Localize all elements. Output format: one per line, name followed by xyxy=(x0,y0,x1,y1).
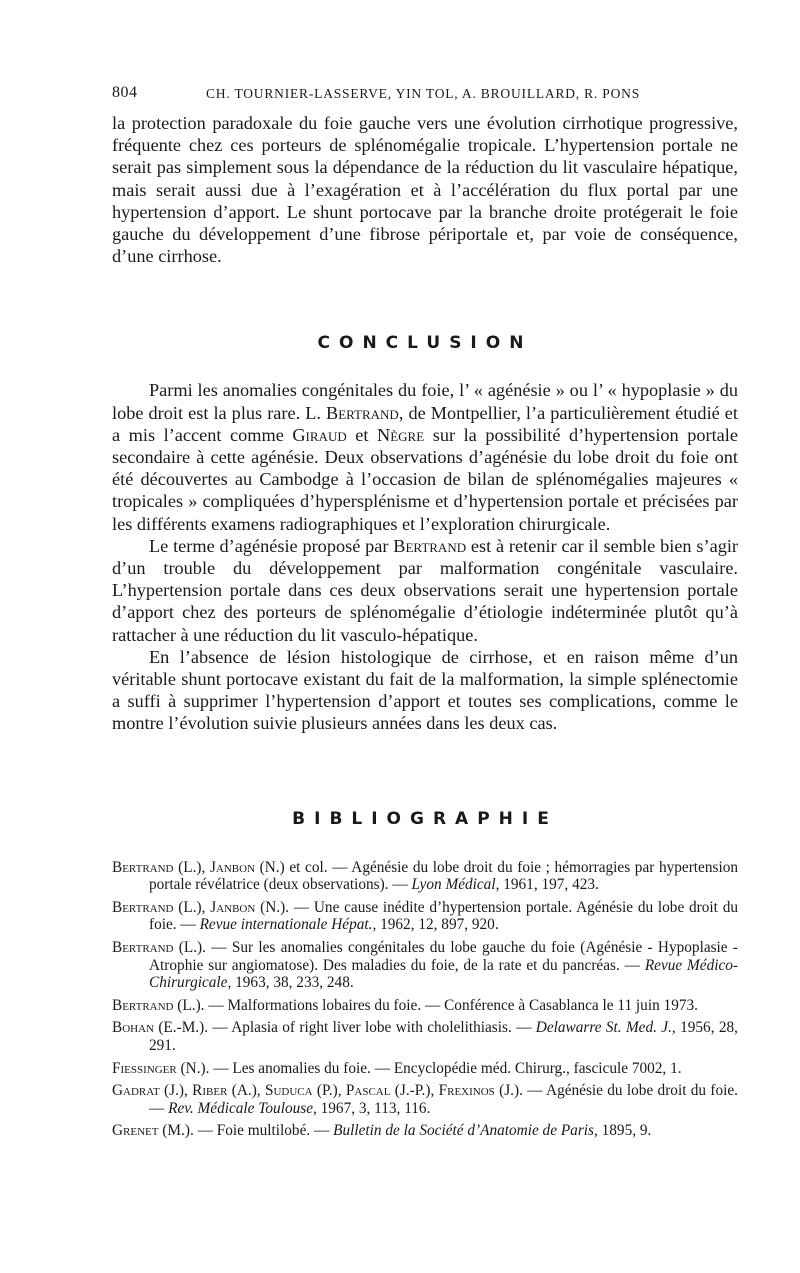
author-name: Nègre xyxy=(377,424,425,445)
page-number: 804 xyxy=(112,84,138,101)
reference-text: . — Malformations lobaires du foie. — Conférence à Casablanca le 11 juin 1973. xyxy=(200,996,698,1014)
reference-details: 1967, 3, 113, 116. xyxy=(316,1099,431,1117)
reference-journal: Delawarre St. Med. J., xyxy=(535,1019,676,1037)
text-run: Le terme d’agénésie proposé par xyxy=(149,535,394,556)
reference-authors: Grenet (M.) xyxy=(112,1122,190,1140)
text-run: et xyxy=(346,424,378,445)
reference-text: . — Foie multilobé. — xyxy=(189,1122,334,1140)
text-run: , de Montpellier, l’a particulièrement étudié et a mis l’accent comme xyxy=(112,402,738,445)
conclusion-paragraph-2 xyxy=(112,535,738,646)
reference-authors: Bertrand (L.), Janbon (N.) xyxy=(112,858,285,876)
reference-journal: Bulletin de la Société d’Anatomie de Paris, xyxy=(333,1122,598,1140)
reference-text: et col. — Agénésie du lobe droit du foie ; hémorragies par hypertension portale révélatrice (deux observations). — xyxy=(149,858,738,894)
reference-text: . — Les anomalies du foie. — Encyclopédie méd. Chirurg., fascicule 7002, 1. xyxy=(205,1059,682,1077)
bibliography-entry xyxy=(112,997,738,1015)
conclusion-paragraph-1 xyxy=(112,379,738,534)
bibliography-entry xyxy=(112,859,738,894)
page xyxy=(112,84,738,1145)
reference-journal: Revue Médico-Chirurgicale, xyxy=(149,956,738,992)
conclusion-title: CONCLUSION xyxy=(317,333,533,354)
bibliography-entry xyxy=(112,1082,738,1117)
reference-authors: Fiessinger (N.) xyxy=(112,1059,206,1077)
text-run: Parmi les anomalies congénitales du foie, l’ « agénésie » ou l’ « hypoplasie » du lobe droit est la plus rare. L. xyxy=(112,380,738,423)
bibliography-entry xyxy=(112,939,738,992)
reference-details: 1963, 38, 233, 248. xyxy=(231,974,354,992)
bibliography-entry xyxy=(112,1019,738,1054)
reference-details: 1962, 12, 897, 920. xyxy=(376,916,499,934)
text-run: est à retenir car il semble bien s’agir d’un trouble du développement par malformation congénitale vasculaire. L’hypertension portale dans ces deux observations serait une hypertension portale d’apport chez des porteurs de splénomégalie d’étiologie indéterminée plutôt qu’à rattacher à une réduction du lit vasculo-hépatique. xyxy=(112,535,738,645)
bibliography-list xyxy=(112,859,738,1140)
bibliography-title: BIBLIOGRAPHIE xyxy=(292,808,558,829)
intro-text xyxy=(112,112,738,267)
reference-text: . — Agénésie du lobe droit du foie. — xyxy=(149,1082,739,1117)
reference-details: 1956, 28, 291. xyxy=(149,1019,738,1055)
author-name: Giraud xyxy=(292,424,347,445)
reference-authors: Gadrat (J.), Riber (A.), Suduca (P.), Pascal (J.-P.), Frexinos (J.) xyxy=(112,1082,520,1100)
reference-details: 1895, 9. xyxy=(597,1122,652,1140)
author-name: Bertrand xyxy=(326,402,399,423)
reference-journal: Rev. Médicale Toulouse, xyxy=(168,1099,317,1117)
running-head-authors: CH. TOURNIER-LASSERVE, YIN TOL, A. BROUILLARD, R. PONS xyxy=(206,86,641,101)
bibliography-entry xyxy=(112,899,738,934)
reference-text: . — Aplasia of right liver lobe with cholelithiasis. — xyxy=(204,1019,536,1037)
reference-details: 1961, 197, 423. xyxy=(499,876,599,894)
text-run: sur la possibilité d’hypertension portale secondaire à cette agénésie. Deux observations d’agénésie du lobe droit du foie ont été découvertes au Cambodge à l’occasion de bilan de splénomégalies majeures « tropicales » compliquées d’hypersplénisme et d’hypertension portale et précisées par les différents examens radiographiques et l’exploration chirurgicale. xyxy=(112,424,738,534)
reference-journal: Lyon Médical, xyxy=(411,876,500,894)
reference-text: . — Sur les anomalies congénitales du lobe gauche du foie (Agénésie - Hypoplasie - Atrophie sur angiomatose). Des maladies du foie, de la rate et du pancréas. — xyxy=(149,939,738,974)
reference-journal: Revue internationale Hépat., xyxy=(199,916,377,934)
reference-authors: Bertrand (L.) xyxy=(112,996,201,1014)
running-head xyxy=(112,84,738,112)
bibliography-entry xyxy=(112,1060,738,1078)
author-name: Bertrand xyxy=(393,535,467,556)
reference-authors: Bertrand (L.), Janbon (N.) xyxy=(112,898,286,916)
reference-text: . — Une cause inédite d’hypertension portale. Agénésie du lobe droit du foie. — xyxy=(149,898,739,934)
intro-paragraph: la protection paradoxale du foie gauche vers une évolution cirrhotique progressive, fréquente chez ces porteurs de splénomégalie tropicale. L’hypertension portale ne serait pas simplement sous la dépendance de la réduction du lit vasculaire hépatique, mais serait aussi due à l’exagération et à l’accélération du flux portal par une hypertension d’apport. Le shunt portocave par la branche droite protégerait le foie gauche du développement d’une fibrose périportale et, par voie de conséquence, d’une cirrhose. xyxy=(112,113,738,267)
reference-authors: Bertrand (L.) xyxy=(112,939,203,957)
conclusion-body xyxy=(112,379,738,734)
bibliography-entry xyxy=(112,1122,738,1140)
reference-authors: Bohan (E.-M.) xyxy=(112,1019,205,1037)
conclusion-paragraph-3: En l’absence de lésion histologique de cirrhose, et en raison même d’un véritable shunt portocave existant du fait de la malformation, la simple splénectomie a suffi à supprimer l’hypertension d’apport et toutes ses complications, comme le montre l’évolution suivie plusieurs années dans les deux cas. xyxy=(112,646,738,734)
